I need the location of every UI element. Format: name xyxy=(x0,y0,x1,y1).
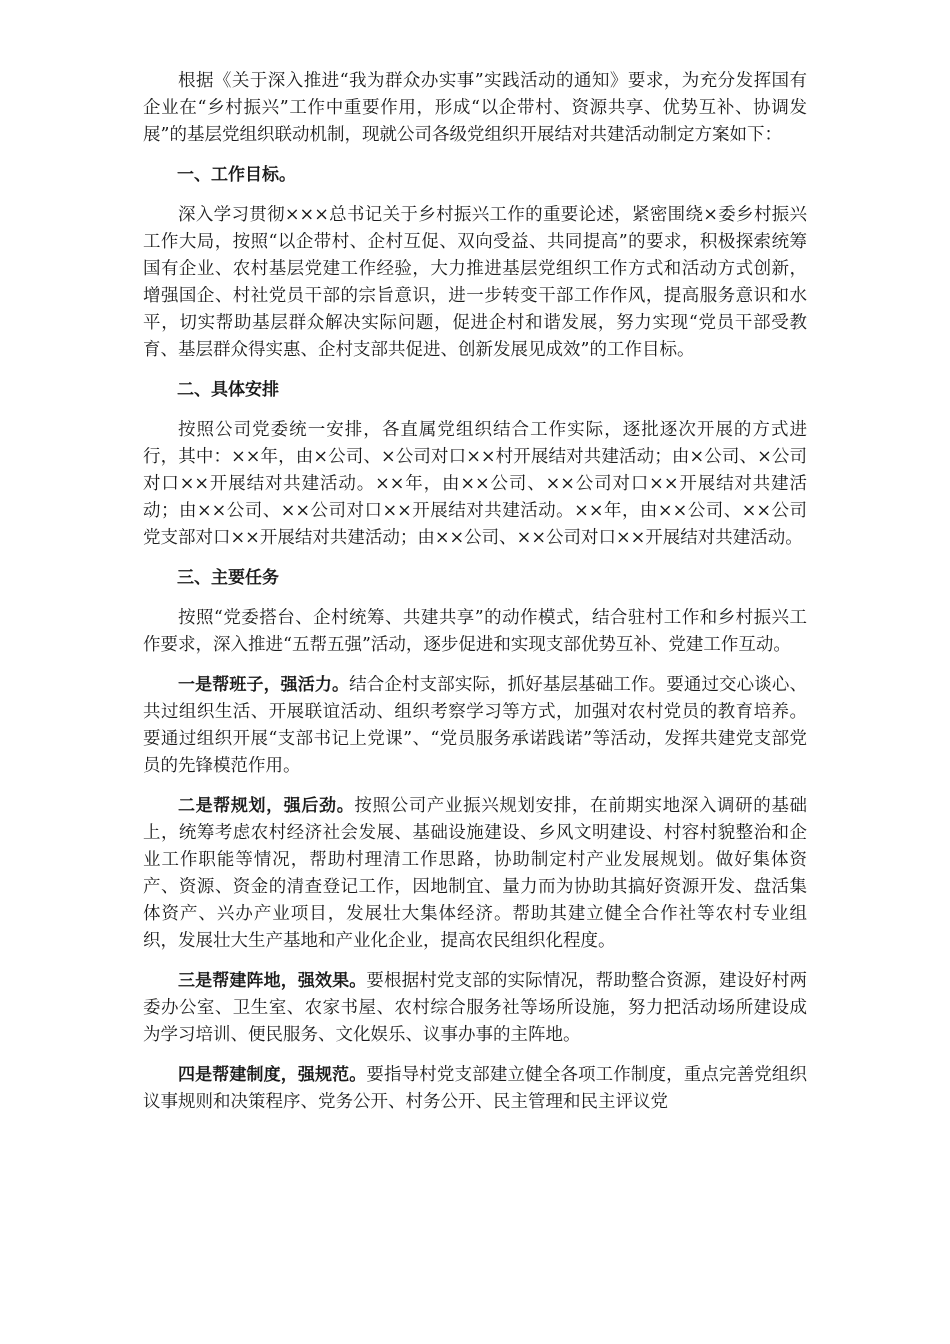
task-paragraph-2 xyxy=(143,793,807,955)
intro-paragraph: 根据《关于深入推进“我为群众办实事”实践活动的通知》要求，为充分发挥国有企业在“乡村振兴”工作中重要作用，形成“以企带村、资源共享、优势互补、协调发展”的基层党组织联动机制，现就公司各级党组织开展结对共建活动制定方案如下： xyxy=(143,71,807,145)
task-text-4: 要指导村党支部建立健全各项工作制度，重点完善党组织议事规则和决策程序、党务公开、村务公开、民主管理和民主评议党 xyxy=(143,1065,808,1112)
tasks-intro-paragraph: 按照“党委搭台、企村统筹、共建共享”的动作模式，结合驻村工作和乡村振兴工作要求，深入推进“五帮五强”活动，逐步促进和实现支部优势互补、党建工作互动。 xyxy=(143,608,807,655)
task-lead-4: 四是帮建制度，强规范。 xyxy=(178,1065,367,1085)
goals-paragraph: 深入学习贯彻×××总书记关于乡村振兴工作的重要论述，紧密围绕×委乡村振兴工作大局，按照“以企带村、企村互促、双向受益、共同提高”的要求，积极探索统筹国有企业、农村基层党建工作经验，大力推进基层党组织工作方式和活动方式创新，增强国企、村社党员干部的宗旨意识，进一步转变干部工作作风，提高服务意识和水平，切实帮助基层群众解决实际问题，促进企村和谐发展，努力实现“党员干部受教育、基层群众得实惠、企村支部共促进、创新发展见成效”的工作目标。 xyxy=(143,205,807,360)
task-lead-2: 二是帮规划，强后劲。 xyxy=(178,796,355,816)
task-text-2: 按照公司产业振兴规划安排，在前期实地深入调研的基础上，统筹考虑农村经济社会发展、基础设施建设、乡风文明建设、村容村貌整治和企业工作职能等情况，帮助村理清工作思路，协助制定村产业发展规划。做好集体资产、资源、资金的清查登记工作，因地制宜、量力而为协助其搞好资源开发、盘活集体资产、兴办产业项目，发展壮大集体经济。帮助其建立健全合作社等农村专业组织，发展壮大生产基地和产业化企业，提高农民组织化程度。 xyxy=(143,796,808,951)
task-paragraph-4 xyxy=(143,1062,807,1116)
arrangement-paragraph: 按照公司党委统一安排，各直属党组织结合工作实际，逐批逐次开展的方式进行，其中：××年，由×公司、×公司对口××村开展结对共建活动；由×公司、×公司对口××开展结对共建活动。××年，由××公司、××公司对口××开展结对共建活动；由××公司、××公司对口××开展结对共建活动。××年，由××公司、××公司党支部对口××开展结对共建活动；由××公司、××公司对口××开展结对共建活动。 xyxy=(143,420,807,548)
section-heading-goals: 一、工作目标。 xyxy=(177,165,296,185)
section-heading-arrangement: 二、具体安排 xyxy=(177,380,279,400)
document-page xyxy=(143,68,807,1129)
task-lead-1: 一是帮班子，强活力。 xyxy=(178,675,350,695)
task-paragraph-3 xyxy=(143,968,807,1049)
task-text-1: 结合企村支部实际，抓好基层基础工作。要通过交心谈心、共过组织生活、开展联谊活动、组织考察学习等方式，加强对农村党员的教育培养。要通过组织开展“支部书记上党课”、“党员服务承诺践诺”等活动，发挥共建党支部党员的先锋模范作用。 xyxy=(143,675,808,776)
task-lead-3: 三是帮建阵地，强效果。 xyxy=(178,971,367,991)
task-paragraph-1 xyxy=(143,672,807,780)
section-heading-tasks: 三、主要任务 xyxy=(177,568,279,588)
task-text-3: 要根据村党支部的实际情况，帮助整合资源，建设好村两委办公室、卫生室、农家书屋、农村综合服务社等场所设施，努力把活动场所建设成为学习培训、便民服务、文化娱乐、议事办事的主阵地。 xyxy=(143,971,808,1045)
